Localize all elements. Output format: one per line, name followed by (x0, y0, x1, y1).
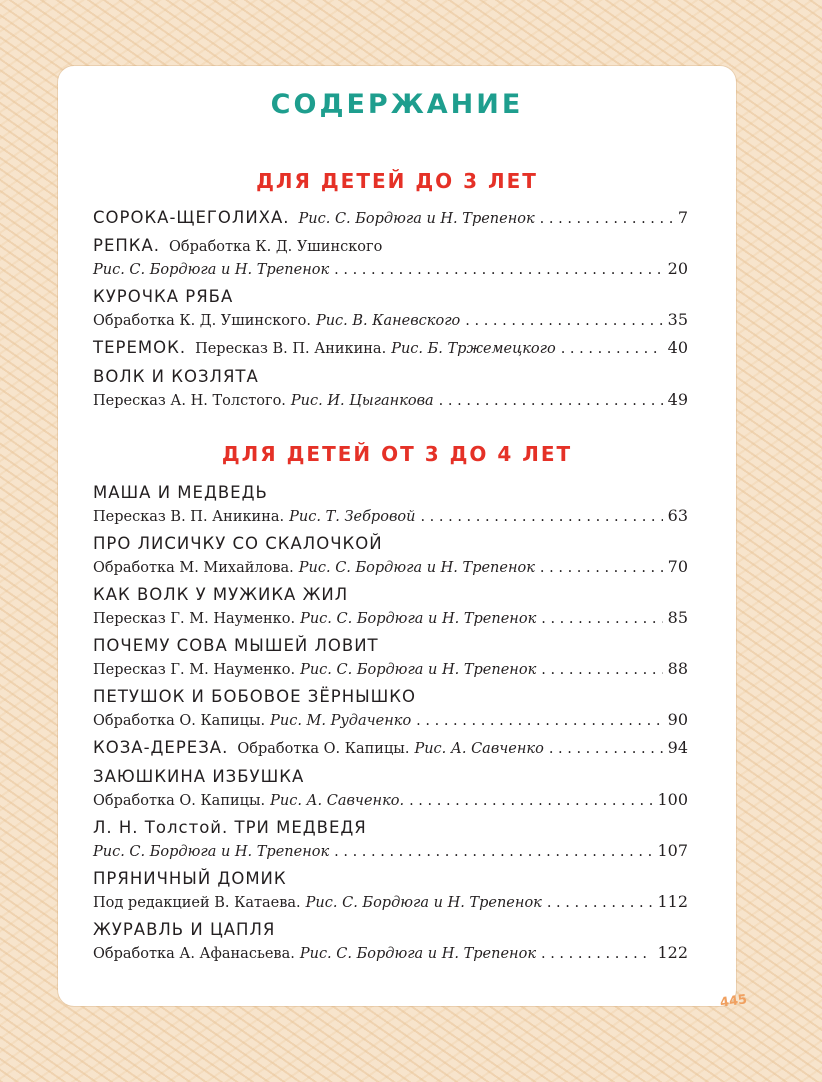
entry-meta: Обработка М. Михайлова. (93, 560, 294, 576)
toc-entry[interactable] (93, 636, 688, 655)
entry-page: 122 (657, 943, 688, 962)
entry-page: 94 (667, 738, 688, 757)
entry-title: ПЕТУШОК И БОБОВОЕ ЗЁРНЫШКО (93, 687, 416, 706)
dot-leader (334, 844, 652, 860)
entry-page: 63 (667, 506, 688, 525)
entry-meta: Пересказ А. Н. Толстого. (93, 393, 286, 409)
entry-title: РЕПКА. (93, 236, 161, 255)
entry-illustrator: Рис. В. Каневского (315, 313, 461, 329)
toc-entry[interactable] (93, 869, 688, 888)
entry-title: ЖУРАВЛЬ И ЦАПЛЯ (93, 920, 276, 939)
entry-meta: Обработка О. Капицы. (93, 793, 266, 809)
dot-leader (540, 560, 663, 576)
dot-leader (334, 262, 662, 278)
toc-entry[interactable] (93, 367, 688, 386)
dot-leader (409, 793, 652, 809)
section-heading: ДЛЯ ДЕТЕЙ ДО 3 ЛЕТ (256, 169, 538, 193)
page-number: 445 (719, 992, 749, 1011)
dot-leader (547, 895, 653, 911)
dot-leader (549, 741, 663, 757)
entry-page: 88 (667, 659, 688, 678)
entry-page: 107 (657, 841, 688, 860)
page-title: СОДЕРЖАНИЕ (270, 89, 524, 120)
toc-entry-detail[interactable] (93, 557, 688, 576)
entry-title: КАК ВОЛК У МУЖИКА ЖИЛ (93, 585, 349, 604)
toc-entry[interactable] (93, 483, 688, 502)
entry-page: 35 (667, 310, 688, 329)
entry-title: ПРО ЛИСИЧКУ СО СКАЛОЧКОЙ (93, 534, 383, 553)
content-page (58, 66, 736, 1006)
dot-leader (439, 393, 663, 409)
toc-entry[interactable] (93, 738, 688, 757)
entry-illustrator: Рис. С. Бордюга и Н. Трепенок (300, 611, 537, 627)
entry-illustrator: Рис. С. Бордюга и Н. Трепенок (300, 662, 537, 678)
entry-page: 100 (657, 790, 688, 809)
toc-entry-detail[interactable] (93, 310, 688, 329)
entry-page: 7 (677, 208, 688, 227)
entry-meta: Обработка К. Д. Ушинского. (93, 313, 311, 329)
toc-entry[interactable] (93, 236, 688, 255)
dot-leader (416, 713, 662, 729)
entry-meta: Пересказ В. П. Аникина. (195, 341, 387, 357)
entry-title: ЗАЮШКИНА ИЗБУШКА (93, 767, 305, 786)
entry-page: 70 (667, 557, 688, 576)
entry-title: ТЕРЕМОК. (93, 338, 187, 357)
entry-illustrator: Рис. М. Рудаченко (270, 713, 412, 729)
toc-entry[interactable] (93, 208, 688, 227)
toc-entry-detail[interactable] (93, 841, 688, 860)
entry-title: КУРОЧКА РЯБА (93, 287, 234, 306)
section-heading: ДЛЯ ДЕТЕЙ ОТ 3 ДО 4 ЛЕТ (221, 442, 573, 466)
entry-illustrator: Рис. С. Бордюга и Н. Трепенок (298, 560, 535, 576)
entry-title: СОРОКА-ЩЕГОЛИХА. (93, 208, 290, 227)
entry-title: Л. Н. Толстой. ТРИ МЕДВЕДЯ (93, 818, 367, 837)
entry-meta: Обработка О. Капицы. (93, 713, 266, 729)
toc-entry-detail[interactable] (93, 390, 688, 409)
dot-leader (541, 611, 662, 627)
entry-title: ПОЧЕМУ СОВА МЫШЕЙ ЛОВИТ (93, 636, 379, 655)
entry-illustrator: Рис. С. Бордюга и Н. Трепенок (93, 262, 330, 278)
entry-meta: Пересказ Г. М. Науменко. (93, 662, 296, 678)
dot-leader (561, 341, 663, 357)
toc-entry[interactable] (93, 687, 688, 706)
entry-illustrator: Рис. А. Савченко. (270, 793, 405, 809)
entry-illustrator: Рис. Б. Тржемецкого (391, 341, 556, 357)
toc-entry[interactable] (93, 534, 688, 553)
entry-page: 20 (667, 259, 688, 278)
dot-leader (465, 313, 662, 329)
toc-entry[interactable] (93, 287, 688, 306)
entry-illustrator: Рис. Т. Зебровой (289, 509, 416, 525)
entry-illustrator: Рис. С. Бордюга и Н. Трепенок (305, 895, 542, 911)
toc-entry-detail[interactable] (93, 259, 688, 278)
entry-title: ПРЯНИЧНЫЙ ДОМИК (93, 869, 287, 888)
entry-meta: Под редакцией В. Катаева. (93, 895, 301, 911)
dot-leader (541, 946, 652, 962)
entry-page: 112 (657, 892, 688, 911)
entry-title: КОЗА-ДЕРЕЗА. (93, 738, 229, 757)
toc-entry-detail[interactable] (93, 790, 688, 809)
toc-entry[interactable] (93, 585, 688, 604)
toc-entry-detail[interactable] (93, 943, 688, 962)
entry-page: 90 (667, 710, 688, 729)
dot-leader (541, 662, 662, 678)
entry-meta: Обработка К. Д. Ушинского (169, 239, 383, 255)
toc-entry-detail[interactable] (93, 659, 688, 678)
dot-leader (540, 211, 673, 227)
entry-page: 49 (667, 390, 688, 409)
toc-entry[interactable] (93, 338, 688, 357)
toc-entry[interactable] (93, 920, 688, 939)
entry-illustrator: Рис. С. Бордюга и Н. Трепенок (298, 211, 535, 227)
entry-meta: Пересказ В. П. Аникина. (93, 509, 285, 525)
toc-entry-detail[interactable] (93, 608, 688, 627)
entry-illustrator: Рис. И. Цыганкова (290, 393, 434, 409)
entry-title: ВОЛК И КОЗЛЯТА (93, 367, 259, 386)
toc-entry-detail[interactable] (93, 710, 688, 729)
entry-illustrator: Рис. С. Бордюга и Н. Трепенок (299, 946, 536, 962)
entry-page: 40 (667, 338, 688, 357)
entry-illustrator: Рис. С. Бордюга и Н. Трепенок (93, 844, 330, 860)
entry-title: МАША И МЕДВЕДЬ (93, 483, 268, 502)
entry-page: 85 (667, 608, 688, 627)
entry-meta: Обработка А. Афанасьева. (93, 946, 295, 962)
toc-entry[interactable] (93, 818, 688, 837)
entry-illustrator: Рис. А. Савченко (414, 741, 544, 757)
entry-meta: Обработка О. Капицы. (237, 741, 410, 757)
toc-entry[interactable] (93, 767, 688, 786)
entry-meta: Пересказ Г. М. Науменко. (93, 611, 296, 627)
toc-entry-detail[interactable] (93, 506, 688, 525)
toc-entry-detail[interactable] (93, 892, 688, 911)
dot-leader (420, 509, 662, 525)
